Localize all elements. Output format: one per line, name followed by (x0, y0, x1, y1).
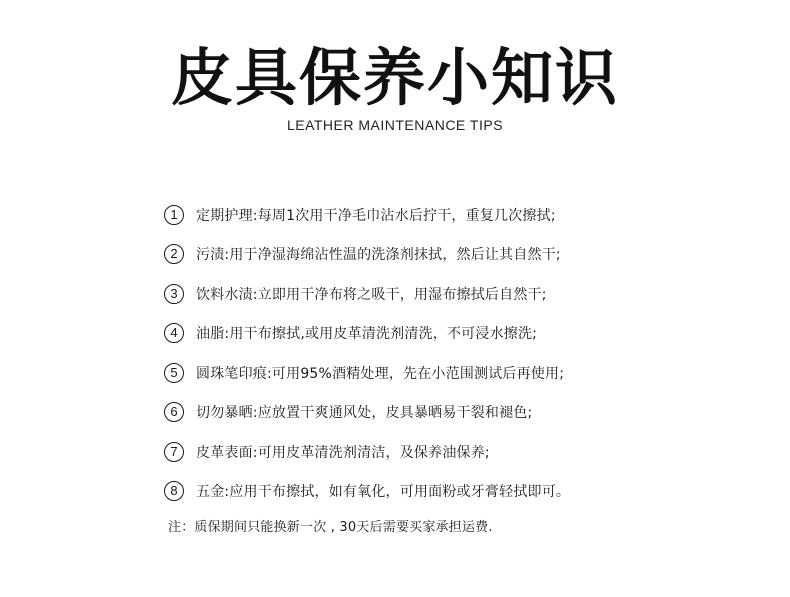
tip-number-badge: 8 (164, 481, 184, 501)
tip-item-4 (164, 314, 764, 354)
tip-number-badge: 6 (164, 402, 184, 422)
tip-number-badge: 4 (164, 323, 184, 343)
tip-text: 定期护理:每周1次用干净毛巾沾水后拧干，重复几次擦拭; (196, 207, 556, 224)
tip-text: 油脂:用干布擦拭,或用皮革清洗剂清洗，不可浸水擦洗; (196, 326, 538, 343)
page-title: 皮具保养小知识 (170, 41, 619, 114)
tip-text: 五金:应用干布擦拭，如有氧化，可用面粉或牙膏轻拭即可。 (196, 484, 571, 501)
tip-item-3 (164, 274, 764, 314)
tip-item-6 (164, 393, 764, 433)
tip-number-badge: 3 (164, 284, 184, 304)
tip-item-7 (164, 432, 764, 472)
tip-text: 圆珠笔印痕:可用95%酒精处理，先在小范围测试后再使用; (196, 365, 565, 382)
tip-item-1 (164, 195, 764, 235)
tips-list (164, 195, 764, 511)
tip-text: 皮革表面:可用皮革清洗剂清洁，及保养油保养; (196, 444, 490, 461)
tip-number-badge: 1 (164, 205, 184, 225)
tip-number-badge: 7 (164, 442, 184, 462)
tip-text: 污渍:用于净湿海绵沾性温的洗涤剂抹拭，然后让其自然干; (196, 247, 561, 264)
tip-number-badge: 5 (164, 363, 184, 383)
page-subtitle: LEATHER MAINTENANCE TIPS (286, 117, 504, 133)
warranty-note: 注：质保期间只能换新一次 , 30天后需要买家承担运费. (168, 520, 493, 535)
tip-item-5 (164, 353, 764, 393)
tip-text: 切勿暴晒:应放置干爽通风处，皮具暴晒易干裂和褪色; (196, 405, 533, 422)
tip-text: 饮料水渍:立即用干净布将之吸干，用湿布擦拭后自然干; (196, 286, 547, 303)
tip-item-8 (164, 472, 764, 512)
tip-item-2 (164, 235, 764, 275)
tip-number-badge: 2 (164, 244, 184, 264)
